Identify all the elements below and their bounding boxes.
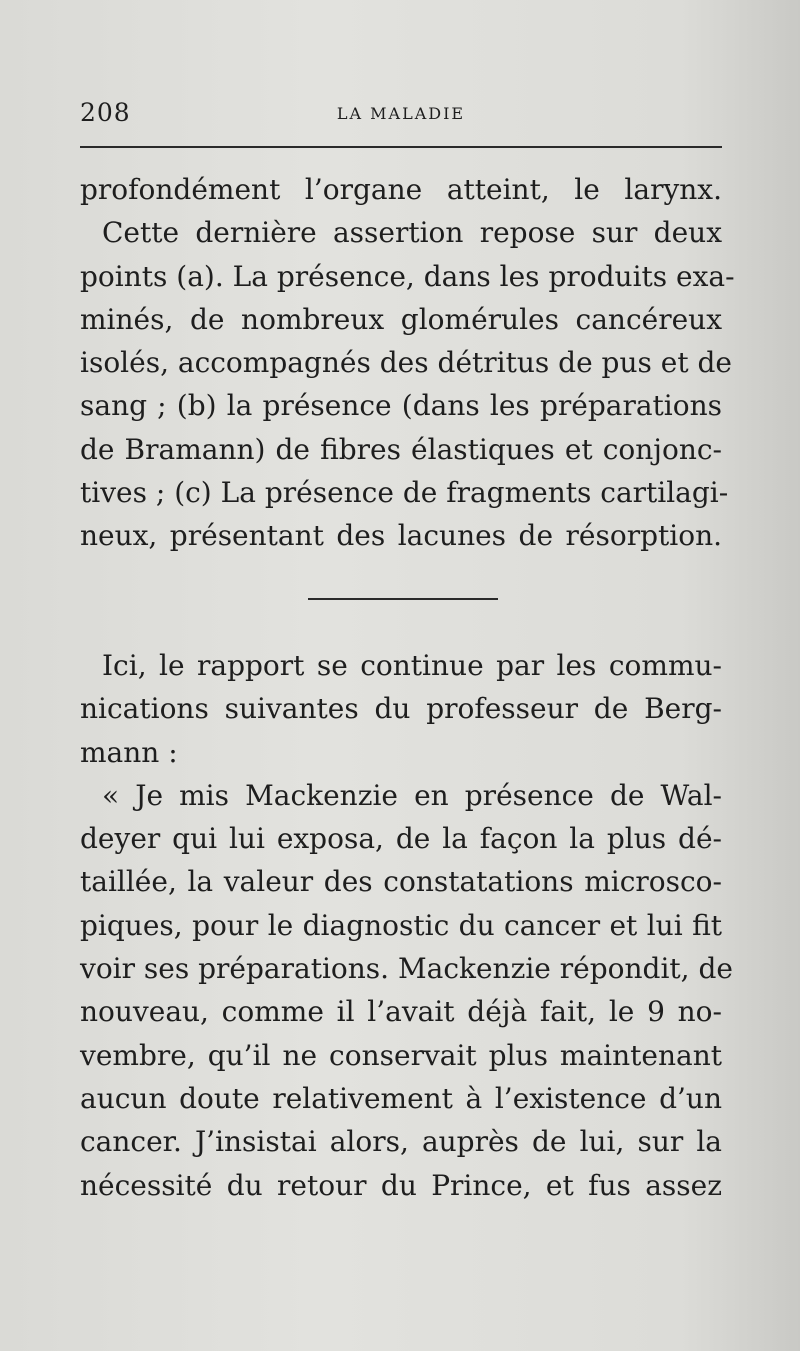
text-line: de Bramann) de fibres élastiques et conjonc- — [80, 432, 722, 466]
text-line: taillée, la valeur des constatations microsco- — [80, 865, 722, 899]
text-line: Cette dernière assertion repose sur deux — [102, 216, 722, 250]
page-number: 208 — [80, 98, 131, 127]
text-line: tives ; (c) La présence de fragments cartilagi- — [80, 476, 729, 510]
text-line: profondément l’organe atteint, le larynx. — [80, 173, 722, 206]
text-line: minés, de nombreux glomérules cancéreux — [80, 302, 722, 336]
text-line: Ici, le rapport se continue par les commu- — [102, 649, 722, 682]
text-line: piques, pour le diagnostic du cancer et lui fit — [80, 908, 722, 942]
section-divider — [308, 598, 498, 600]
text-line: nécessité du retour du Prince, et fus assez — [80, 1168, 722, 1202]
text-line: nications suivantes du professeur de Berg- — [80, 692, 722, 726]
header-rule — [80, 146, 722, 148]
text-line: cancer. J’insistai alors, auprès de lui, sur la — [80, 1125, 722, 1159]
text-line: nouveau, comme il l’avait déjà fait, le 9 no- — [80, 995, 722, 1029]
paragraph-1 — [80, 168, 735, 558]
text-line: vembre, qu’il ne conservait plus maintenant — [80, 1038, 722, 1072]
text-line: neux, présentant des lacunes de résorption. — [80, 519, 722, 553]
text-line: isolés, accompagnés des détritus de pus et de — [80, 346, 732, 380]
text-line: sang ; (b) la présence (dans les préparations — [80, 389, 722, 423]
text-line: mann : — [80, 735, 178, 769]
paragraph-2 — [80, 644, 733, 1207]
text-line: « Je mis Mackenzie en présence de Wal- — [102, 778, 722, 812]
running-head: LA MALADIE — [336, 104, 466, 123]
text-line: voir ses préparations. Mackenzie répondit, de — [80, 952, 733, 986]
text-line: aucun doute relativement à l’existence d’un — [80, 1081, 722, 1115]
page-header — [80, 98, 722, 138]
text-line: points (a). La présence, dans les produits exa- — [80, 259, 735, 293]
text-line: deyer qui lui exposa, de la façon la plus dé- — [80, 822, 722, 856]
